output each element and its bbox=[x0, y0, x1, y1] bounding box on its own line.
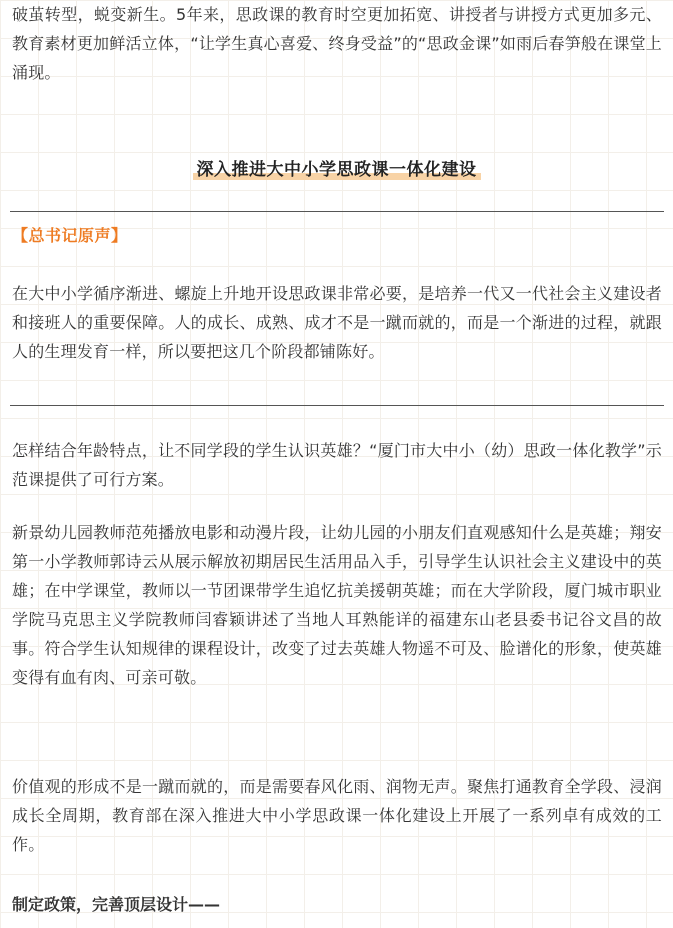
section-heading: 深入推进大中小学思政课一体化建设 bbox=[193, 158, 481, 182]
paragraph-demo-lessons: 新景幼儿园教师范苑播放电影和动漫片段，让幼儿园的小朋友们直观感知什么是英雄；翔安第一小学教师郭诗云从展示解放初期居民生活用品入手，引导学生认识社会主义建设中的英雄；在中学课堂，教师以一节团课带学生追忆抗美援朝英雄；而在大学阶段，厦门城市职业学院马克思主义学院教师闫睿颖讲述了当地人耳熟能详的福建东山老县委书记谷文昌的故事。符合学生认知规律的课程设计，改变了过去英雄人物遥不可及、脸谱化的形象，使英雄变得有血有肉、可亲可敬。 bbox=[12, 523, 662, 687]
quote-paragraph: 在大中小学循序渐进、螺旋上升地开设思政课非常必要，是培养一代又一代社会主义建设者和接班人的重要保障。人的成长、成熟、成才不是一蹴而就的，而是一个渐进的过程，就跟人的生理发育一样，所以要把这几个阶段都铺陈好。 bbox=[12, 284, 662, 361]
quote-bottom-rule bbox=[10, 405, 664, 406]
quote-top-rule bbox=[10, 211, 664, 212]
intro-paragraph: 破茧转型，蜕变新生。5年来，思政课的教育时空更加拓宽、讲授者与讲授方式更加多元、教育素材更加鲜活立体，“让学生真心喜爱、终身受益”的“思政金课”如雨后春笋般在课堂上涌现。 bbox=[12, 5, 662, 82]
section-heading-wrap bbox=[0, 158, 673, 182]
quote-label: 【总书记原声】 bbox=[12, 226, 128, 245]
policy-subheading: 制定政策，完善顶层设计—— bbox=[12, 895, 221, 914]
paragraph-heroes-question: 怎样结合年龄特点，让不同学段的学生认识英雄？“厦门市大中小（幼）思政一体化教学”示范课提供了可行方案。 bbox=[12, 441, 662, 489]
paragraph-values-formation: 价值观的形成不是一蹴而就的，而是需要春风化雨、润物无声。聚焦打通教育全学段、浸润成长全周期，教育部在深入推进大中小学思政课一体化建设上开展了一系列卓有成效的工作。 bbox=[12, 777, 662, 854]
